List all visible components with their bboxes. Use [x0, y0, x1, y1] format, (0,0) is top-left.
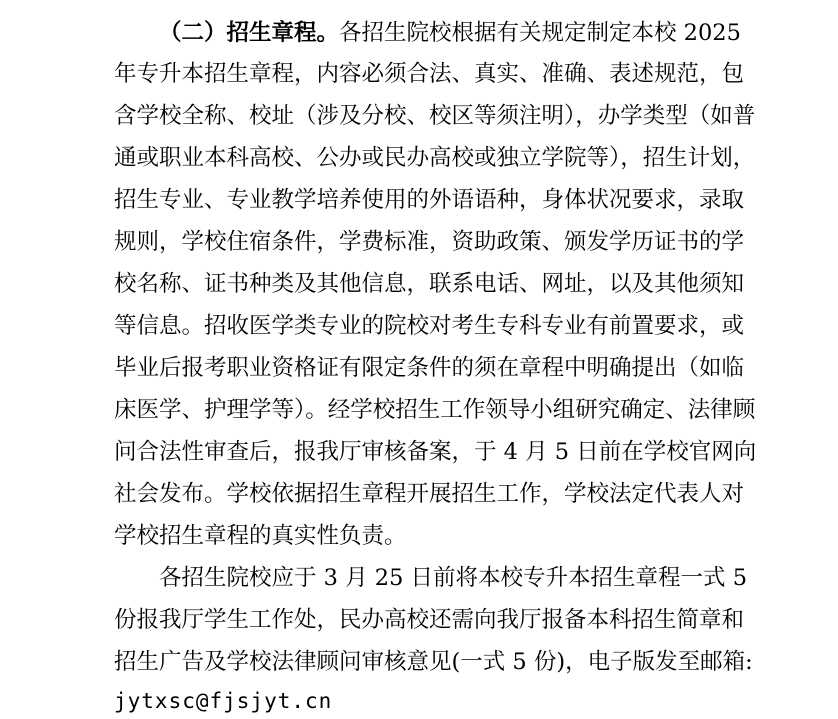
- paragraph-1-line-6: 规则，学校住宿条件，学费标准，资助政策、颁发学历证书的学: [114, 229, 745, 255]
- paragraph-1-line-1-text: 各招生院校根据有关规定制定本校 2025: [339, 20, 741, 46]
- paragraph-1-line-7: 校名称、证书种类及其他信息，联系电话、网址，以及其他须知: [114, 271, 745, 297]
- section-heading: （二）招生章程。: [159, 20, 340, 46]
- paragraph-1-line-4: 通或职业本科高校、公办或民办高校或独立学院等），招生计划，: [114, 145, 756, 171]
- paragraph-1-line-1: [159, 18, 741, 48]
- paragraph-1-line-2: 年专升本招生章程，内容必须合法、真实、准确、表述规范，包: [114, 61, 745, 87]
- paragraph-1-line-8: 等信息。招收医学类专业的院校对考生专科专业有前置要求，或: [114, 313, 745, 339]
- paragraph-1-line-5: 招生专业、专业教学培养使用的外语语种，身体状况要求，录取: [114, 187, 745, 213]
- paragraph-1-line-3: 含学校全称、校址（涉及分校、校区等须注明），办学类型（如普: [114, 103, 756, 129]
- paragraph-1-line-12: 社会发布。学校依据招生章程开展招生工作，学校法定代表人对: [114, 481, 745, 507]
- paragraph-2-line-3: 招生广告及学校法律顾问审核意见(一式 5 份)，电子版发至邮箱:: [114, 649, 753, 675]
- paragraph-1-line-9: 毕业后报考职业资格证有限定条件的须在章程中明确提出（如临: [114, 355, 745, 381]
- email-address: jytxsc@fjsjyt.cn: [114, 689, 333, 713]
- paragraph-1-line-13: 学校招生章程的真实性负责。: [114, 523, 407, 549]
- paragraph-2-line-1: 各招生院校应于 3 月 25 日前将本校专升本招生章程一式 5: [159, 565, 748, 591]
- paragraph-1-line-11: 问合法性审查后，报我厅审核备案，于 4 月 5 日前在学校官网向: [114, 439, 757, 465]
- paragraph-1-line-10: 床医学、护理学等）。经学校招生工作领导小组研究确定、法律顾: [114, 397, 756, 423]
- paragraph-2-line-2: 份报我厅学生工作处，民办高校还需向我厅报备本科招生简章和: [114, 607, 745, 633]
